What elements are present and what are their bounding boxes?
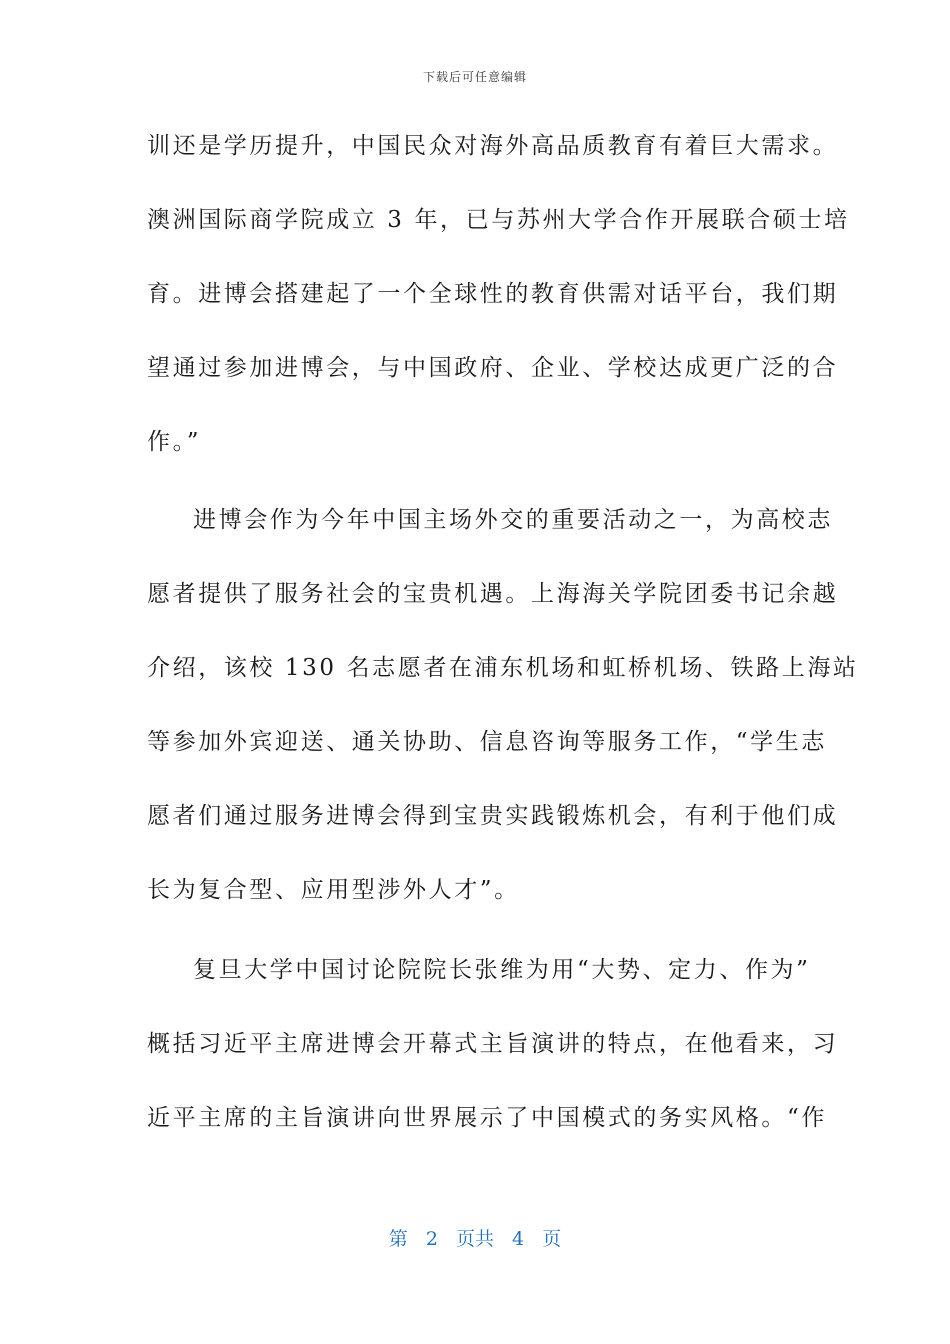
text-line: 愿者们通过服务进博会得到宝贵实践锻炼机会，有利于他们成: [147, 803, 839, 829]
total-page-number: 4: [512, 1228, 525, 1250]
text-line: 澳洲国际商学院成立 3 年，已与苏州大学合作开展联合硕士培: [147, 207, 850, 233]
text-line: 复旦大学中国讨论院院长张维为用“大势、定力、作为”: [193, 957, 811, 983]
footer-suffix: 页: [542, 1228, 562, 1250]
text-line: 训还是学历提升，中国民众对海外高品质教育有着巨大需求。: [147, 133, 839, 159]
text-line: 等参加外宾迎送、通关协助、信息咨询等服务工作，“学生志: [147, 729, 827, 755]
text-line: 作。”: [147, 429, 202, 455]
text-line: 育。进博会搭建起了一个全球性的教育供需对话平台，我们期: [147, 281, 839, 307]
footer-middle: 页共: [455, 1228, 494, 1250]
text-line: 愿者提供了服务社会的宝贵机遇。上海海关学院团委书记余越: [147, 581, 839, 607]
header-note: 下载后可任意编辑: [422, 70, 527, 84]
footer-prefix: 第: [388, 1228, 408, 1250]
text-line: 介绍，该校 130 名志愿者在浦东机场和虹桥机场、铁路上海站: [147, 655, 859, 681]
page-footer: [0, 1224, 950, 1251]
text-line: 望通过参加进博会，与中国政府、企业、学校达成更广泛的合: [147, 355, 839, 381]
text-line: 进博会作为今年中国主场外交的重要活动之一，为高校志: [193, 507, 833, 533]
text-line: 近平主席的主旨演讲向世界展示了中国模式的务实风格。“作: [147, 1105, 827, 1131]
current-page-number: 2: [425, 1228, 438, 1250]
text-line: 长为复合型、应用型涉外人才”。: [147, 877, 520, 903]
text-line: 概括习近平主席进博会开幕式主旨演讲的特点，在他看来，习: [147, 1031, 839, 1057]
